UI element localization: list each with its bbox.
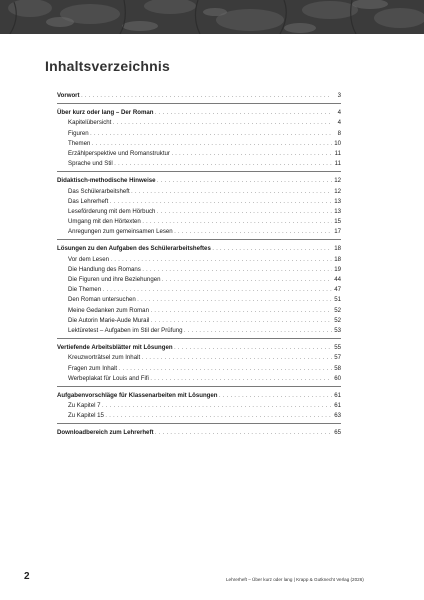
foliage-decoration xyxy=(0,0,424,34)
toc-subentry[interactable] xyxy=(57,187,341,197)
toc-entry-title: Kapitelübersicht xyxy=(68,119,112,127)
section-divider xyxy=(57,423,341,424)
toc-entry-title: Meine Gedanken zum Roman xyxy=(68,306,149,314)
section-divider xyxy=(57,103,341,104)
dot-leader xyxy=(150,374,331,384)
toc-subentry[interactable] xyxy=(57,217,341,227)
dot-leader xyxy=(92,139,332,149)
toc-subentry[interactable] xyxy=(57,197,341,207)
toc-subentry[interactable] xyxy=(57,275,341,285)
toc-subentry[interactable] xyxy=(57,149,341,159)
toc-entry-title: Vor dem Lesen xyxy=(68,255,109,263)
toc-entry-title: Downloadbereich zum Lehrerheft xyxy=(57,429,154,437)
dot-leader xyxy=(90,129,331,139)
toc-entry-title: Zu Kapitel 7 xyxy=(68,402,101,410)
toc-subentry[interactable] xyxy=(57,295,341,305)
toc-entry-title: Die Autorin Marie-Aude Murail xyxy=(68,316,150,324)
toc-entry-page: 11 xyxy=(334,149,341,157)
dot-leader xyxy=(155,108,331,118)
dot-leader xyxy=(110,197,332,207)
dot-leader xyxy=(212,244,331,254)
toc-entry-title: Lektüretest – Aufgaben im Stil der Prüfung xyxy=(68,326,183,334)
toc-subentry[interactable] xyxy=(57,139,341,149)
toc-section-entry[interactable] xyxy=(57,176,341,186)
toc-subentry[interactable] xyxy=(57,316,341,326)
dot-leader xyxy=(142,265,331,275)
toc-entry-title: Über kurz oder lang – Der Roman xyxy=(57,109,154,117)
toc-entry-title: Vorwort xyxy=(57,92,80,99)
toc-entry-page: 4 xyxy=(337,119,341,127)
header-banner-image xyxy=(0,0,424,34)
toc-entry-page: 15 xyxy=(334,218,341,226)
toc-entry-title: Didaktisch-methodische Hinweise xyxy=(57,177,156,185)
toc-entry-page: 55 xyxy=(334,344,341,352)
toc-entry-page: 53 xyxy=(334,326,341,334)
toc-section-entry[interactable] xyxy=(57,108,341,118)
dot-leader xyxy=(103,285,332,295)
toc-subentry[interactable] xyxy=(57,207,341,217)
toc-entry-page: 65 xyxy=(334,429,341,437)
dot-leader xyxy=(137,295,331,305)
toc-subentry[interactable] xyxy=(57,265,341,275)
toc-subentry[interactable] xyxy=(57,285,341,295)
toc-entry-page: 19 xyxy=(334,265,341,273)
toc-entry-page: 12 xyxy=(334,177,341,185)
toc-entry-page: 13 xyxy=(334,207,341,215)
toc-section-entry[interactable] xyxy=(57,343,341,353)
dot-leader xyxy=(171,149,331,159)
toc-entry-title: Die Themen xyxy=(68,286,102,294)
dot-leader xyxy=(111,255,332,265)
toc-subentry[interactable] xyxy=(57,255,341,265)
toc-entry-title: Werbeplakat für Louis and Fifi xyxy=(68,374,149,382)
toc-entry-page: 60 xyxy=(334,374,341,382)
toc-entry-page: 12 xyxy=(334,187,341,195)
toc-entry-page: 44 xyxy=(334,276,341,283)
toc-entry-title: Anregungen zum gemeinsamen Lesen xyxy=(68,228,173,236)
dot-leader xyxy=(105,411,331,421)
page-number: 2 xyxy=(24,571,30,582)
toc-entry-title: Den Roman untersuchen xyxy=(68,296,136,304)
toc-entry-page: 47 xyxy=(334,286,341,294)
toc-entry-page: 63 xyxy=(334,412,341,420)
toc-section-entry[interactable] xyxy=(57,428,341,438)
toc-entry-title: Sprache und Stil xyxy=(68,160,113,168)
toc-entry-page: 52 xyxy=(334,316,341,324)
toc-subentry[interactable] xyxy=(57,306,341,316)
toc-entry-title: Vertiefende Arbeitsblätter mit Lösungen xyxy=(57,344,173,352)
dot-leader xyxy=(81,91,331,101)
toc-entry-title: Themen xyxy=(68,139,91,147)
toc-entry-title: Aufgabenvorschläge für Klassenarbeiten mit Lösungen xyxy=(57,391,218,399)
toc-entry-page: 58 xyxy=(334,364,341,372)
dot-leader xyxy=(102,401,331,411)
table-of-contents xyxy=(57,91,341,439)
toc-entry-title: Das Schülerarbeitsheft xyxy=(68,187,130,195)
toc-subentry[interactable] xyxy=(57,364,341,374)
toc-subentry[interactable] xyxy=(57,159,341,169)
toc-subentry[interactable] xyxy=(57,118,341,128)
toc-entry-page: 51 xyxy=(334,296,341,304)
dot-leader xyxy=(157,207,332,217)
toc-entry-page: 17 xyxy=(334,228,341,236)
toc-entry-page: 61 xyxy=(334,402,341,410)
dot-leader xyxy=(174,227,331,237)
dot-leader xyxy=(131,187,331,197)
toc-subentry[interactable] xyxy=(57,227,341,237)
dot-leader xyxy=(119,364,332,374)
footer-text: Lehrerheft – Über kurz oder lang | Krapp & Gutknecht Verlag (2026) xyxy=(226,577,364,582)
toc-entry-title: Das Lehrerheft xyxy=(68,197,109,205)
toc-entry-title: Figuren xyxy=(68,129,89,137)
dot-leader xyxy=(142,353,332,363)
toc-entry-title: Erzählperspektive und Romanstruktur xyxy=(68,149,170,157)
section-divider xyxy=(57,338,341,339)
dot-leader xyxy=(142,217,331,227)
section-divider xyxy=(57,239,341,240)
toc-subentry[interactable] xyxy=(57,411,341,421)
toc-entry-title: Kreuzworträtsel zum Inhalt xyxy=(68,354,141,362)
toc-entry-page: 18 xyxy=(334,255,341,263)
dot-leader xyxy=(113,118,332,128)
toc-section-entry[interactable] xyxy=(57,391,341,401)
toc-entry-page: 52 xyxy=(334,306,341,314)
section-divider xyxy=(57,171,341,172)
toc-entry-page: 4 xyxy=(337,109,341,117)
toc-entry-page: 61 xyxy=(334,391,341,399)
page-title: Inhaltsverzeichnis xyxy=(45,58,170,74)
dot-leader xyxy=(155,428,332,438)
toc-subentry[interactable] xyxy=(57,326,341,336)
dot-leader xyxy=(184,326,332,336)
toc-entry-title: Die Handlung des Romans xyxy=(68,265,141,273)
toc-subentry[interactable] xyxy=(57,374,341,384)
toc-entry-page: 11 xyxy=(334,160,341,168)
section-divider xyxy=(57,386,341,387)
toc-subentry[interactable] xyxy=(57,353,341,363)
toc-entry-title: Zu Kapitel 15 xyxy=(68,412,104,420)
toc-entry-page: 8 xyxy=(337,129,341,137)
dot-leader xyxy=(151,316,332,326)
toc-entry-page: 13 xyxy=(334,197,341,205)
toc-subentry[interactable] xyxy=(57,401,341,411)
toc-entry-title: Leseförderung mit dem Hörbuch xyxy=(68,207,156,215)
dot-leader xyxy=(157,176,331,186)
toc-subentry[interactable] xyxy=(57,129,341,139)
dot-leader xyxy=(219,391,332,401)
dot-leader xyxy=(150,306,331,316)
dot-leader xyxy=(114,159,331,169)
toc-entry-title: Die Figuren und ihre Beziehungen xyxy=(68,276,161,283)
dot-leader xyxy=(174,343,331,353)
dot-leader xyxy=(162,275,332,285)
toc-section-entry[interactable] xyxy=(57,244,341,254)
toc-entry-title: Umgang mit den Hörtexten xyxy=(68,218,141,226)
toc-entry-page: 3 xyxy=(337,92,341,99)
toc-entry-title: Lösungen zu den Aufgaben des Schülerarbeitsheftes xyxy=(57,245,211,253)
toc-entry-title: Fragen zum Inhalt xyxy=(68,364,118,372)
toc-section-entry[interactable] xyxy=(57,91,341,101)
toc-entry-page: 57 xyxy=(334,354,341,362)
toc-entry-page: 10 xyxy=(334,139,341,147)
toc-entry-page: 18 xyxy=(334,245,341,253)
